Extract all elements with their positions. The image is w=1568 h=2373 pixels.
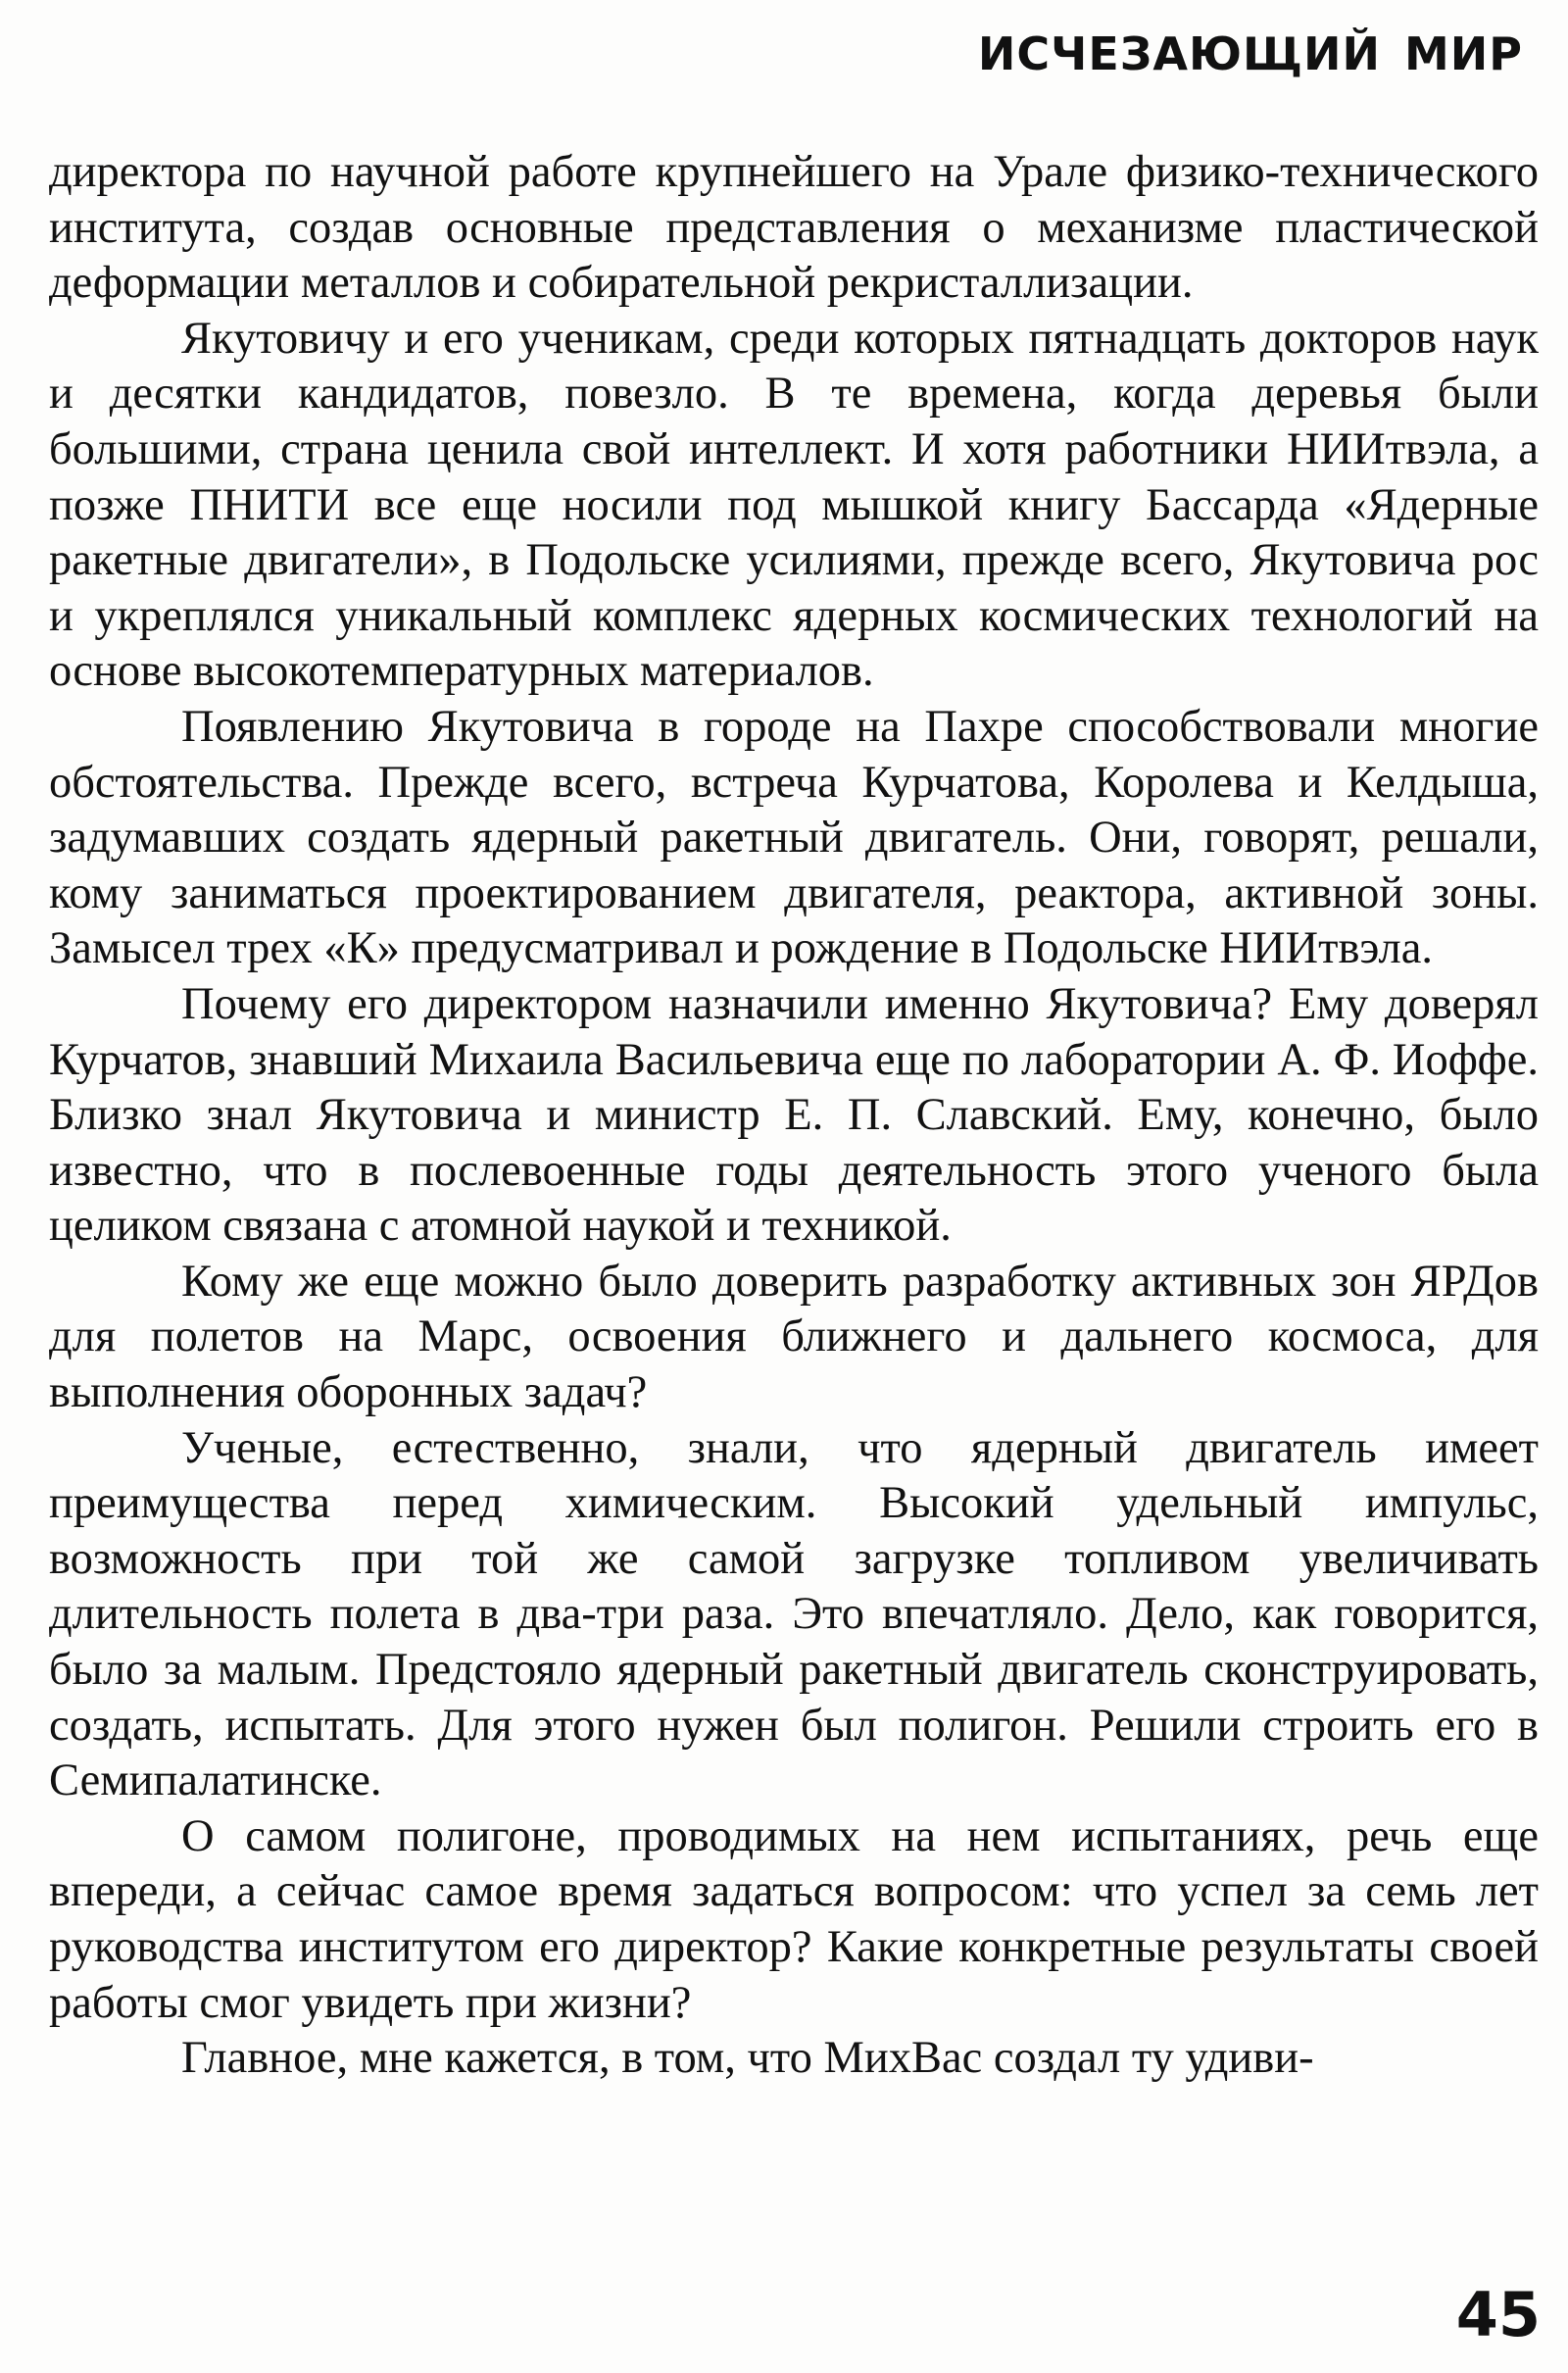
running-head-word-1: ИСЧЕЗАЮЩИЙ	[977, 27, 1381, 80]
page-number: 45	[1455, 2279, 1541, 2350]
paragraph-6: Ученые, естественно, знали, что ядерный двигатель имеет преимущества перед химическим. Высокий удельный импульс, возможность при той же самой загрузке топливом увеличивать длительность полета в два-три раза. Это впечатляло. Дело, как говорится, было за малым. Предстояло ядерный ракетный двигатель сконструировать, создать, испытать. Для этого нужен был полигон. Решили строить его в Семипалатинске.	[49, 1422, 1539, 1806]
paragraph-2: Якутовичу и его ученикам, среди которых пятнадцать докторов наук и десятки кандидатов, повезло. В те времена, когда деревья были большими, страна ценила свой интеллект. И хотя работники НИИтвэла, а позже ПНИТИ все еще носили под мышкой книгу Бассарда «Ядерные ракетные двигатели», в Подольске усилиями, прежде всего, Якутовича рос и укреплялся уникальный комплекс ядерных космических технологий на основе высокотемпературных материалов.	[49, 313, 1539, 697]
body-text	[49, 145, 1539, 2087]
paragraph-4: Почему его директором назначили именно Якутовича? Ему доверял Курчатов, знавший Михаила Васильевича еще по лаборатории А. Ф. Иоффе. Близко знал Якутовича и министр Е. П. Славский. Ему, конечно, было известно, что в послевоенные годы деятельность этого ученого была целиком связана с атомной наукой и техникой.	[49, 978, 1539, 1252]
paragraph-8: Главное, мне кажется, в том, что МихВас создал ту удиви-	[181, 2033, 1314, 2084]
paragraph-7: О самом полигоне, проводимых на нем испытаниях, речь еще впереди, а сейчас самое время задаться вопросом: что успел за семь лет руководства институтом его директор? Какие конкретные результаты своей работы смог увидеть при жизни?	[49, 1810, 1539, 2028]
paragraph-5: Кому же еще можно было доверить разработку активных зон ЯРДов для полетов на Марс, освоения ближнего и дальнего космоса, для выполнения оборонных задач?	[49, 1256, 1539, 1418]
running-head	[978, 27, 1523, 80]
running-head-word-2: МИР	[1404, 27, 1523, 80]
paragraph-1: директора по научной работе крупнейшего на Урале физико-технического института, создав основные представления о механизме пластической деформации металлов и собирательной рекристаллизации.	[49, 147, 1539, 309]
paragraph-3: Появлению Якутовича в городе на Пахре способствовали многие обстоятельства. Прежде всего, встреча Курчатова, Королева и Келдыша, задумавших создать ядерный ракетный двигатель. Они, говорят, решали, кому заниматься проектированием двигателя, реактора, активной зоны. Замысел трех «К» предусматривал и рождение в Подольске НИИтвэла.	[49, 701, 1539, 974]
